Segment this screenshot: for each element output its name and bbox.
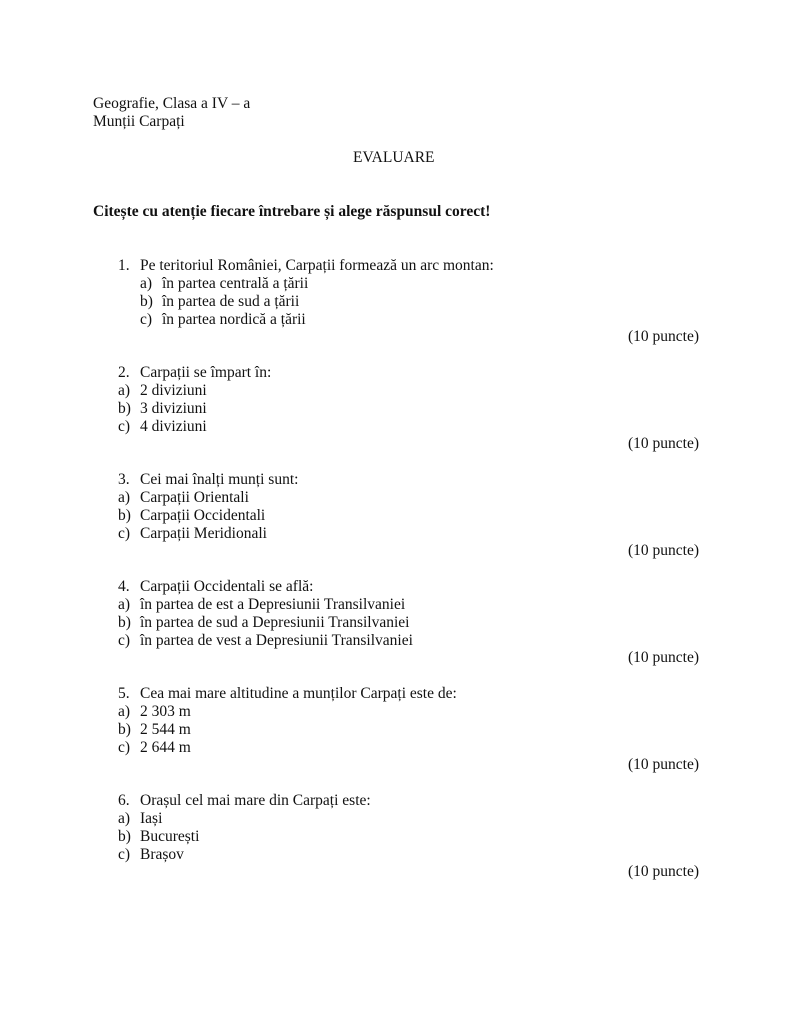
points-label: (10 puncte)	[627, 542, 699, 559]
option-letter: a)	[118, 703, 131, 720]
option-letter: c)	[118, 525, 131, 542]
option-letter: c)	[118, 739, 131, 756]
question-text: Carpații Occidentali se află:	[140, 578, 314, 595]
question-text: Cea mai mare altitudine a munților Carpați este de:	[140, 685, 457, 702]
option-letter: c)	[118, 632, 131, 649]
option-text: Carpații Meridionali	[140, 525, 267, 542]
option-text: București	[140, 828, 200, 845]
option-letter: b)	[118, 400, 131, 417]
option-letter: a)	[118, 489, 131, 506]
option-text: Carpații Orientali	[140, 489, 249, 506]
option-text: Iași	[140, 810, 163, 827]
option-text: 2 303 m	[140, 703, 191, 720]
option-letter: b)	[140, 293, 153, 310]
document-subject: Geografie, Clasa a IV – a	[93, 95, 251, 112]
points-label: (10 puncte)	[627, 328, 699, 345]
question-text: Carpații se împart în:	[140, 364, 272, 381]
option-letter: c)	[118, 846, 131, 863]
question-number: 3.	[118, 471, 130, 488]
question-text: Pe teritoriul României, Carpații formează un arc montan:	[140, 257, 494, 274]
document-topic: Munții Carpați	[93, 113, 185, 130]
question-number: 5.	[118, 685, 130, 702]
option-text: 2 544 m	[140, 721, 191, 738]
option-letter: b)	[118, 828, 131, 845]
option-text: 2 644 m	[140, 739, 191, 756]
option-letter: a)	[140, 275, 153, 292]
option-text: 4 diviziuni	[140, 418, 207, 435]
instruction-text: Citește cu atenție fiecare întrebare și alege răspunsul corect!	[93, 203, 491, 220]
question-number: 1.	[118, 257, 130, 274]
question-number: 2.	[118, 364, 130, 381]
option-letter: a)	[118, 382, 131, 399]
option-letter: c)	[140, 311, 153, 328]
points-label: (10 puncte)	[627, 435, 699, 452]
question-number: 4.	[118, 578, 130, 595]
option-letter: b)	[118, 721, 131, 738]
option-text: în partea de vest a Depresiunii Transilvaniei	[140, 632, 413, 649]
points-label: (10 puncte)	[627, 649, 699, 666]
option-letter: c)	[118, 418, 131, 435]
option-text: în partea de est a Depresiunii Transilvaniei	[140, 596, 406, 613]
option-letter: b)	[118, 507, 131, 524]
points-label: (10 puncte)	[627, 863, 699, 880]
question-text: Cei mai înalți munți sunt:	[140, 471, 299, 488]
option-letter: b)	[118, 614, 131, 631]
page-title: EVALUARE	[353, 149, 435, 166]
option-letter: a)	[118, 596, 131, 613]
option-text: Carpații Occidentali	[140, 507, 266, 524]
option-text: în partea nordică a țării	[162, 311, 306, 328]
option-letter: a)	[118, 810, 131, 827]
option-text: Brașov	[140, 846, 184, 863]
question-text: Orașul cel mai mare din Carpați este:	[140, 792, 371, 809]
option-text: în partea de sud a țării	[162, 293, 300, 310]
option-text: 3 diviziuni	[140, 400, 207, 417]
option-text: 2 diviziuni	[140, 382, 207, 399]
points-label: (10 puncte)	[627, 756, 699, 773]
option-text: în partea de sud a Depresiunii Transilvaniei	[140, 614, 410, 631]
option-text: în partea centrală a țării	[162, 275, 309, 292]
question-number: 6.	[118, 792, 130, 809]
